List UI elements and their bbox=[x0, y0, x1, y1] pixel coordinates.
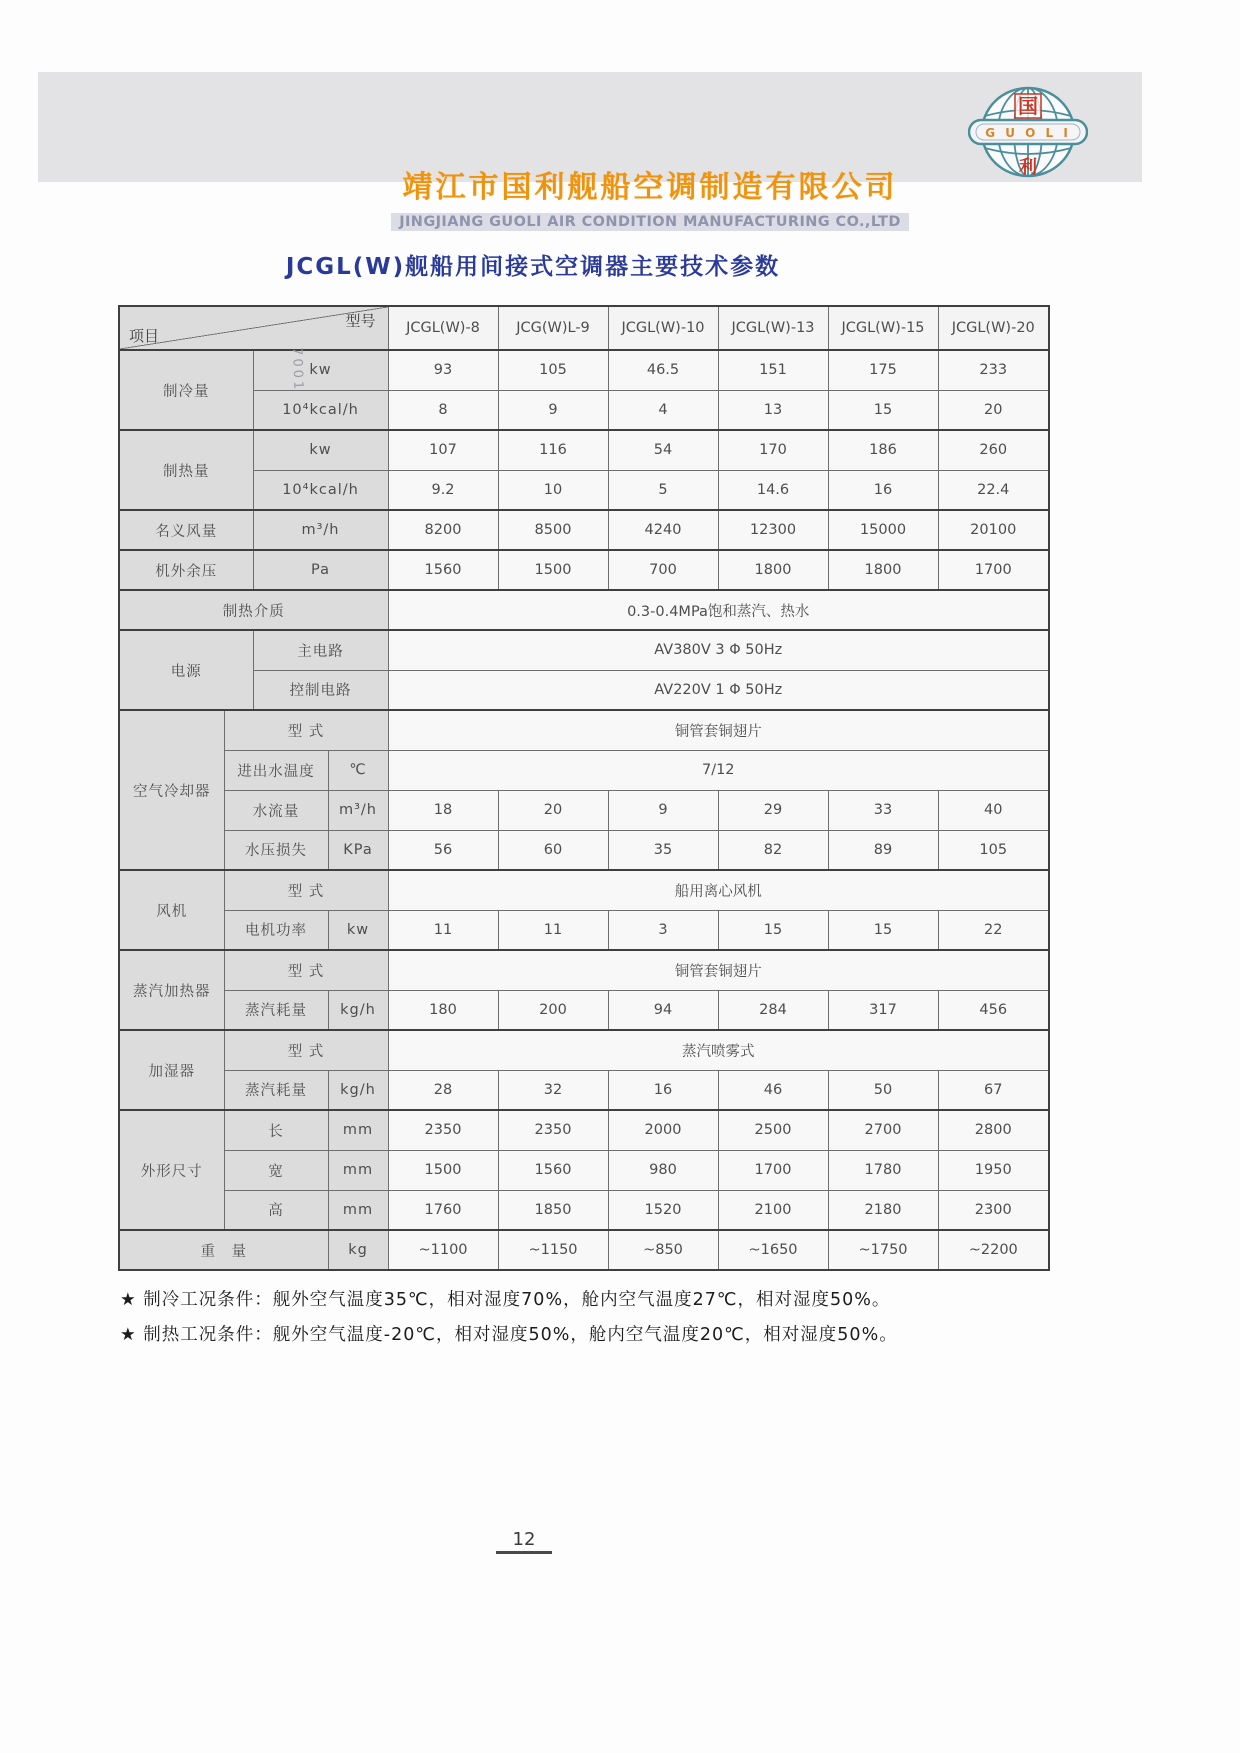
value-cell: 54 bbox=[608, 430, 718, 470]
table-row bbox=[119, 790, 1049, 830]
value-cell: 28 bbox=[388, 1070, 498, 1110]
value-cell: 2500 bbox=[718, 1110, 828, 1150]
attr-label: 型 式 bbox=[224, 950, 388, 990]
value-cell: 9.2 bbox=[388, 470, 498, 510]
model-header: JCG(W)L-9 bbox=[498, 306, 608, 350]
value-cell: 8 bbox=[388, 390, 498, 430]
value-cell: 9 bbox=[608, 790, 718, 830]
unit-label: ℃ bbox=[328, 750, 388, 790]
note-heating-condition: ★ 制热工况条件：舰外空气温度-20℃，相对湿度50%，舱内空气温度20℃，相对湿度50%。 bbox=[120, 1325, 898, 1345]
table-row bbox=[119, 1070, 1049, 1110]
value-cell: 8500 bbox=[498, 510, 608, 550]
unit-label: kg/h bbox=[328, 990, 388, 1030]
company-block bbox=[390, 162, 910, 231]
logo-banner-text: G U O L I bbox=[985, 126, 1071, 140]
value-cell: 18 bbox=[388, 790, 498, 830]
corner-cell bbox=[119, 306, 388, 350]
value-cell: 2100 bbox=[718, 1190, 828, 1230]
value-cell: 700 bbox=[608, 550, 718, 590]
table-row bbox=[119, 990, 1049, 1030]
value-cell: 20 bbox=[938, 390, 1049, 430]
value-cell: 980 bbox=[608, 1150, 718, 1190]
corner-label-item: 项目 bbox=[129, 327, 160, 345]
value-cell: 151 bbox=[718, 350, 828, 390]
scan-artifact-text bbox=[289, 347, 304, 362]
company-name-en: JINGJIANG GUOLI AIR CONDITION MANUFACTURING CO.,LTD bbox=[391, 213, 909, 231]
value-cell: 1760 bbox=[388, 1190, 498, 1230]
attr-label: 高 bbox=[224, 1190, 328, 1230]
value-cell: 10 bbox=[498, 470, 608, 510]
unit-label: mm bbox=[328, 1190, 388, 1230]
table-row bbox=[119, 470, 1049, 510]
group-label: 制热介质 bbox=[119, 590, 388, 630]
model-header: JCGL(W)-15 bbox=[828, 306, 938, 350]
group-label: 空气冷却器 bbox=[119, 710, 224, 870]
value-cell: 1800 bbox=[828, 550, 938, 590]
table-row bbox=[119, 550, 1049, 590]
value-cell: 46 bbox=[718, 1070, 828, 1110]
attr-label: 型 式 bbox=[224, 710, 388, 750]
value-cell: 170 bbox=[718, 430, 828, 470]
attr-label: 蒸汽耗量 bbox=[224, 990, 328, 1030]
attr-label: 长 bbox=[224, 1110, 328, 1150]
unit-label: kw bbox=[253, 350, 388, 390]
table-row bbox=[119, 1150, 1049, 1190]
value-cell: 22 bbox=[938, 910, 1049, 950]
attr-label: 主电路 bbox=[253, 630, 388, 670]
group-label: 外形尺寸 bbox=[119, 1110, 224, 1230]
value-cell: 3 bbox=[608, 910, 718, 950]
table-row bbox=[119, 950, 1049, 990]
unit-label: KPa bbox=[328, 830, 388, 870]
span-value: 船用离心风机 bbox=[388, 870, 1049, 910]
table-row bbox=[119, 590, 1049, 630]
value-cell: 107 bbox=[388, 430, 498, 470]
span-value: 7/12 bbox=[388, 750, 1049, 790]
value-cell: 15 bbox=[828, 910, 938, 950]
model-header: JCGL(W)-20 bbox=[938, 306, 1049, 350]
value-cell: 2350 bbox=[388, 1110, 498, 1150]
value-cell: ~1150 bbox=[498, 1230, 608, 1270]
value-cell: 1780 bbox=[828, 1150, 938, 1190]
table-row bbox=[119, 306, 1049, 350]
attr-label: 电机功率 bbox=[224, 910, 328, 950]
value-cell: 16 bbox=[828, 470, 938, 510]
model-header: JCGL(W)-10 bbox=[608, 306, 718, 350]
value-cell: 32 bbox=[498, 1070, 608, 1110]
value-cell: 89 bbox=[828, 830, 938, 870]
value-cell: 40 bbox=[938, 790, 1049, 830]
value-cell: 14.6 bbox=[718, 470, 828, 510]
model-header: JCGL(W)-13 bbox=[718, 306, 828, 350]
value-cell: 33 bbox=[828, 790, 938, 830]
page-title: JCGL(W)舰船用间接式空调器主要技术参数 bbox=[285, 254, 781, 280]
unit-label: 10⁴kcal/h bbox=[253, 470, 388, 510]
value-cell: 11 bbox=[498, 910, 608, 950]
group-label: 制冷量 bbox=[119, 350, 253, 430]
value-cell: 82 bbox=[718, 830, 828, 870]
attr-label: 控制电路 bbox=[253, 670, 388, 710]
value-cell: 1500 bbox=[498, 550, 608, 590]
unit-label: m³/h bbox=[253, 510, 388, 550]
unit-label: mm bbox=[328, 1110, 388, 1150]
attr-label: 型 式 bbox=[224, 870, 388, 910]
value-cell: 317 bbox=[828, 990, 938, 1030]
spec-table-wrap bbox=[118, 305, 1048, 1271]
company-logo bbox=[968, 78, 1088, 190]
group-label: 重 量 bbox=[119, 1230, 328, 1270]
span-value: 铜管套铜翅片 bbox=[388, 950, 1049, 990]
value-cell: 94 bbox=[608, 990, 718, 1030]
value-cell: ~2200 bbox=[938, 1230, 1049, 1270]
table-row bbox=[119, 670, 1049, 710]
model-header: JCGL(W)-8 bbox=[388, 306, 498, 350]
span-value: 蒸汽喷雾式 bbox=[388, 1030, 1049, 1070]
logo-top-char: 国 bbox=[1018, 94, 1038, 118]
value-cell: 1500 bbox=[388, 1150, 498, 1190]
table-row bbox=[119, 870, 1049, 910]
unit-label: m³/h bbox=[328, 790, 388, 830]
value-cell: 50 bbox=[828, 1070, 938, 1110]
value-cell: ~850 bbox=[608, 1230, 718, 1270]
value-cell: 1520 bbox=[608, 1190, 718, 1230]
group-label: 名义风量 bbox=[119, 510, 253, 550]
value-cell: 105 bbox=[498, 350, 608, 390]
value-cell: 2000 bbox=[608, 1110, 718, 1150]
value-cell: 56 bbox=[388, 830, 498, 870]
value-cell: 1700 bbox=[718, 1150, 828, 1190]
value-cell: 180 bbox=[388, 990, 498, 1030]
value-cell: 2350 bbox=[498, 1110, 608, 1150]
value-cell: 2300 bbox=[938, 1190, 1049, 1230]
value-cell: ~1650 bbox=[718, 1230, 828, 1270]
value-cell: 175 bbox=[828, 350, 938, 390]
value-cell: 22.4 bbox=[938, 470, 1049, 510]
unit-label: kg bbox=[328, 1230, 388, 1270]
attr-label: 水压损失 bbox=[224, 830, 328, 870]
value-cell: 105 bbox=[938, 830, 1049, 870]
value-cell: 20 bbox=[498, 790, 608, 830]
group-label: 风机 bbox=[119, 870, 224, 950]
value-cell: 1850 bbox=[498, 1190, 608, 1230]
value-cell: 13 bbox=[718, 390, 828, 430]
group-label: 加湿器 bbox=[119, 1030, 224, 1110]
value-cell: 12300 bbox=[718, 510, 828, 550]
table-row bbox=[119, 1110, 1049, 1150]
span-value: AV220V 1 Φ 50Hz bbox=[388, 670, 1049, 710]
value-cell: 1700 bbox=[938, 550, 1049, 590]
unit-label: kw bbox=[328, 910, 388, 950]
group-label: 机外余压 bbox=[119, 550, 253, 590]
table-row bbox=[119, 830, 1049, 870]
value-cell: ~1100 bbox=[388, 1230, 498, 1270]
attr-label: 宽 bbox=[224, 1150, 328, 1190]
value-cell: 20100 bbox=[938, 510, 1049, 550]
table-row bbox=[119, 1230, 1049, 1270]
value-cell: 4 bbox=[608, 390, 718, 430]
value-cell: 15 bbox=[718, 910, 828, 950]
value-cell: 15000 bbox=[828, 510, 938, 550]
unit-label: mm bbox=[328, 1150, 388, 1190]
value-cell: 11 bbox=[388, 910, 498, 950]
value-cell: 456 bbox=[938, 990, 1049, 1030]
value-cell: ~1750 bbox=[828, 1230, 938, 1270]
table-row bbox=[119, 510, 1049, 550]
table-row bbox=[119, 430, 1049, 470]
table-row bbox=[119, 1190, 1049, 1230]
attr-label: 进出水温度 bbox=[224, 750, 328, 790]
unit-label: 10⁴kcal/h bbox=[253, 390, 388, 430]
value-cell: 93 bbox=[388, 350, 498, 390]
value-cell: 16 bbox=[608, 1070, 718, 1110]
table-row bbox=[119, 750, 1049, 790]
value-cell: 233 bbox=[938, 350, 1049, 390]
span-value: 铜管套铜翅片 bbox=[388, 710, 1049, 750]
page-number: 12 bbox=[496, 1529, 552, 1554]
span-value: 0.3-0.4MPa饱和蒸汽、热水 bbox=[388, 590, 1049, 630]
corner-label-model: 型号 bbox=[345, 312, 376, 330]
attr-label: 水流量 bbox=[224, 790, 328, 830]
value-cell: 1800 bbox=[718, 550, 828, 590]
group-label: 蒸汽加热器 bbox=[119, 950, 224, 1030]
value-cell: 8200 bbox=[388, 510, 498, 550]
attr-label: 蒸汽耗量 bbox=[224, 1070, 328, 1110]
attr-label: 型 式 bbox=[224, 1030, 388, 1070]
value-cell: 1560 bbox=[498, 1150, 608, 1190]
value-cell: 35 bbox=[608, 830, 718, 870]
logo-bottom-char: 利 bbox=[1019, 157, 1037, 178]
value-cell: 60 bbox=[498, 830, 608, 870]
value-cell: 5 bbox=[608, 470, 718, 510]
spec-table bbox=[118, 305, 1050, 1271]
table-row bbox=[119, 1030, 1049, 1070]
span-value: AV380V 3 Φ 50Hz bbox=[388, 630, 1049, 670]
value-cell: 9 bbox=[498, 390, 608, 430]
value-cell: 4240 bbox=[608, 510, 718, 550]
unit-label: Pa bbox=[253, 550, 388, 590]
table-row bbox=[119, 630, 1049, 670]
value-cell: 116 bbox=[498, 430, 608, 470]
company-name-cn: 靖江市国利舰船空调制造有限公司 bbox=[402, 170, 898, 205]
group-label: 制热量 bbox=[119, 430, 253, 510]
value-cell: 284 bbox=[718, 990, 828, 1030]
value-cell: 15 bbox=[828, 390, 938, 430]
table-row bbox=[119, 390, 1049, 430]
value-cell: 46.5 bbox=[608, 350, 718, 390]
unit-label: kg/h bbox=[328, 1070, 388, 1110]
table-row bbox=[119, 350, 1049, 390]
value-cell: 1950 bbox=[938, 1150, 1049, 1190]
table-row bbox=[119, 710, 1049, 750]
value-cell: 186 bbox=[828, 430, 938, 470]
table-row bbox=[119, 910, 1049, 950]
value-cell: 260 bbox=[938, 430, 1049, 470]
group-label: 电源 bbox=[119, 630, 253, 710]
value-cell: 2700 bbox=[828, 1110, 938, 1150]
unit-label: kw bbox=[253, 430, 388, 470]
value-cell: 67 bbox=[938, 1070, 1049, 1110]
value-cell: 2180 bbox=[828, 1190, 938, 1230]
globe-icon bbox=[968, 78, 1088, 190]
value-cell: 200 bbox=[498, 990, 608, 1030]
value-cell: 29 bbox=[718, 790, 828, 830]
value-cell: 1560 bbox=[388, 550, 498, 590]
note-cooling-condition: ★ 制冷工况条件：舰外空气温度35℃，相对湿度70%，舱内空气温度27℃，相对湿度50%。 bbox=[120, 1290, 891, 1310]
value-cell: 2800 bbox=[938, 1110, 1049, 1150]
